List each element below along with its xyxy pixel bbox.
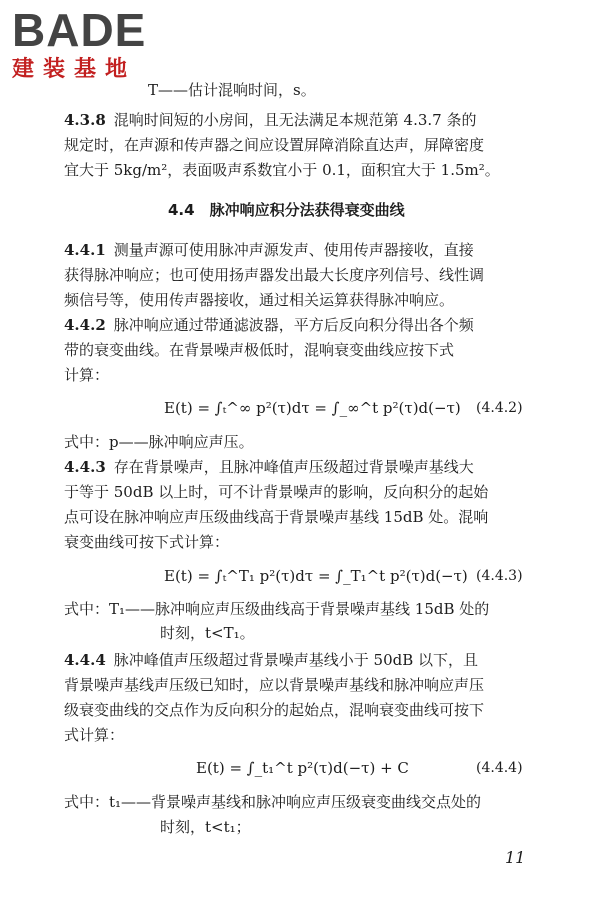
clause-4-3-8 xyxy=(64,110,542,130)
clause-number: 4.4.2 xyxy=(64,316,106,334)
text-line: 式计算： xyxy=(64,726,125,744)
formula-4-4-4: E(t) = ∫_t₁^t p²(τ)d(−τ) + C xyxy=(196,759,409,777)
text-line: 计算： xyxy=(64,366,110,384)
equation-number: (4.4.3) xyxy=(476,568,523,584)
formula-4-4-3: E(t) = ∫ₜ^T₁ p²(τ)dτ = ∫_T₁^t p²(τ)d(−τ) xyxy=(164,567,468,585)
text-line: 存在背景噪声，且脉冲峰值声压级超过背景噪声基线大 xyxy=(113,458,474,476)
clause-number: 4.4.1 xyxy=(64,241,106,259)
clause-number: 4.3.8 xyxy=(64,111,106,129)
clause-number: 4.4.3 xyxy=(64,458,106,476)
text-line: 频信号等，使用传声器接收，通过相关运算获得脉冲响应。 xyxy=(64,291,455,309)
section-heading: 4.4 脉冲响应积分法获得衰变曲线 xyxy=(168,201,405,219)
formula-4-4-2: E(t) = ∫ₜ^∞ p²(τ)dτ = ∫_∞^t p²(τ)d(−τ) xyxy=(164,399,461,417)
clause-number: 4.4.4 xyxy=(64,651,106,669)
text-line: 衰变曲线可按下式计算： xyxy=(64,533,230,551)
text-line: 混响时间短的小房间，且无法满足本规范第 4.3.7 条的 xyxy=(113,111,477,129)
logo-subtitle: 建装基地 xyxy=(12,57,137,82)
clause-4-4-3 xyxy=(64,457,542,477)
text-line: 时刻，t<T₁。 xyxy=(160,624,255,642)
text-line: 带的衰变曲线。在背景噪声极低时，混响衰变曲线应按下式 xyxy=(64,341,455,359)
text-line: 规定时，在声源和传声器之间应设置屏障消除直达声，屏障密度 xyxy=(64,136,485,154)
text-line: 于等于 50dB 以上时，可不计背景噪声的影响，反向积分的起始 xyxy=(64,483,489,501)
logo-brand: BADE xyxy=(12,4,147,56)
equation-number: (4.4.2) xyxy=(476,400,523,416)
page-number: 11 xyxy=(505,848,526,867)
text-line: 式中：p——脉冲响应声压。 xyxy=(64,433,254,451)
text-line: 脉冲响应通过带通滤波器，平方后反向积分得出各个频 xyxy=(113,316,474,334)
text-line: 宜大于 5kg/m²，表面吸声系数宜小于 0.1，面积宜大于 1.5m²。 xyxy=(64,161,500,179)
text-line: 测量声源可使用脉冲声源发声、使用传声器接收，直接 xyxy=(113,241,474,259)
text-line: T——估计混响时间，s。 xyxy=(148,81,316,99)
text-line: 时刻，t<t₁； xyxy=(160,818,251,836)
text-line: 式中：T₁——脉冲响应声压级曲线高于背景噪声基线 15dB 处的 xyxy=(64,600,490,618)
logo xyxy=(12,6,182,84)
clause-4-4-2 xyxy=(64,315,542,335)
clause-4-4-4 xyxy=(64,650,542,670)
text-line: 脉冲峰值声压级超过背景噪声基线小于 50dB 以下，且 xyxy=(113,651,479,669)
text-line: 级衰变曲线的交点作为反向积分的起始点，混响衰变曲线可按下 xyxy=(64,701,485,719)
clause-4-4-1 xyxy=(64,240,542,260)
text-line: 获得脉冲响应；也可使用扬声器发出最大长度序列信号、线性调 xyxy=(64,266,485,284)
text-line: 式中：t₁——背景噪声基线和脉冲响应声压级衰变曲线交点处的 xyxy=(64,793,482,811)
text-line: 点可设在脉冲响应声压级曲线高于背景噪声基线 15dB 处。混响 xyxy=(64,508,489,526)
equation-number: (4.4.4) xyxy=(476,760,523,776)
text-line: 背景噪声基线声压级已知时，应以背景噪声基线和脉冲响应声压 xyxy=(64,676,485,694)
